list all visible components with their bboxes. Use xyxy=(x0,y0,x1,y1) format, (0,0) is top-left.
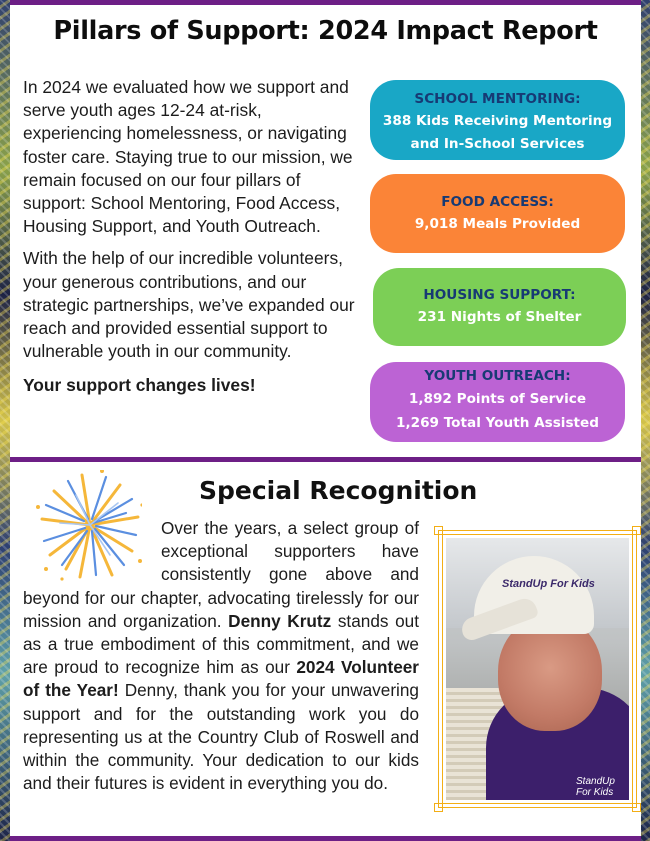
page-title: Pillars of Support: 2024 Impact Report xyxy=(53,16,598,46)
report-page xyxy=(10,0,641,841)
frame-corner xyxy=(632,803,641,812)
intro-tagline: Your support changes lives! xyxy=(23,375,256,396)
intro-paragraph-2: With the help of our incredible volunteers, your generous contributions, and our strategic partnerships, we’ve expanded our reach and provided essential support to vulnerable youth in our community. xyxy=(23,248,355,362)
fireworks-spacer xyxy=(23,517,161,586)
section-title-recognition: Special Recognition xyxy=(199,476,478,505)
intro-text xyxy=(23,76,358,407)
recognition-text-part-3: Denny, thank you for your unwavering support and for the outstanding work you do representing us at the Country Club of Roswell and within the community. Your dedication to our kids and their futures is evident in everything you do. xyxy=(23,680,419,794)
frame-corner xyxy=(434,803,443,812)
frame-corner xyxy=(632,526,641,535)
pillar-heading: YOUTH OUTREACH: xyxy=(424,368,571,384)
recognition-text-part-2: stands out as a true embodiment of this commitment, and we are proud to recognize him as our xyxy=(23,610,419,678)
pillar-stat: 231 Nights of Shelter xyxy=(417,309,582,325)
pillar-food-access xyxy=(370,174,625,253)
recognition-text xyxy=(23,517,419,795)
recognition-text-part-1: Over the years, a select group of exceptional supporters have consistently gone above and beyond for our chapter, advocating tirelessly for our mission and organization. xyxy=(23,518,419,631)
volunteer-photo xyxy=(446,538,629,800)
volunteer-photo-frame xyxy=(438,530,637,808)
volunteer-name: Denny Krutz xyxy=(228,610,332,631)
pillar-stat: and In-School Services xyxy=(410,136,585,152)
pillar-stat: 388 Kids Receiving Mentoring xyxy=(382,113,613,129)
pillar-heading: FOOD ACCESS: xyxy=(441,194,554,210)
section-divider-bar xyxy=(10,457,641,462)
pillar-school-mentoring xyxy=(370,80,625,160)
shirt-logo: StandUp For Kids xyxy=(576,776,615,798)
top-accent-bar xyxy=(10,0,641,5)
pillar-youth-outreach xyxy=(370,362,625,442)
pillar-stat: 1,269 Total Youth Assisted xyxy=(395,415,600,431)
frame-corner xyxy=(434,526,443,535)
pillar-heading: SCHOOL MENTORING: xyxy=(414,91,581,107)
pillar-stat: 1,892 Points of Service xyxy=(408,391,587,407)
pillar-heading: HOUSING SUPPORT: xyxy=(423,287,576,303)
decorative-art-border-right xyxy=(641,0,650,841)
award-title: 2024 Volunteer of the Year! xyxy=(23,657,419,701)
pillar-stat: 9,018 Meals Provided xyxy=(414,216,581,232)
intro-paragraph-1: In 2024 we evaluated how we support and serve youth ages 12-24 at-risk, experiencing homelessness, or navigating foster care. Staying true to our mission, we remain focused on our four pillars of support: School Mentoring, Food Access, Housing Support, and Youth Outreach. xyxy=(23,77,353,237)
bottom-accent-bar xyxy=(10,836,641,841)
cap-logo: StandUp For Kids xyxy=(502,578,595,590)
pillar-housing-support xyxy=(373,268,626,346)
